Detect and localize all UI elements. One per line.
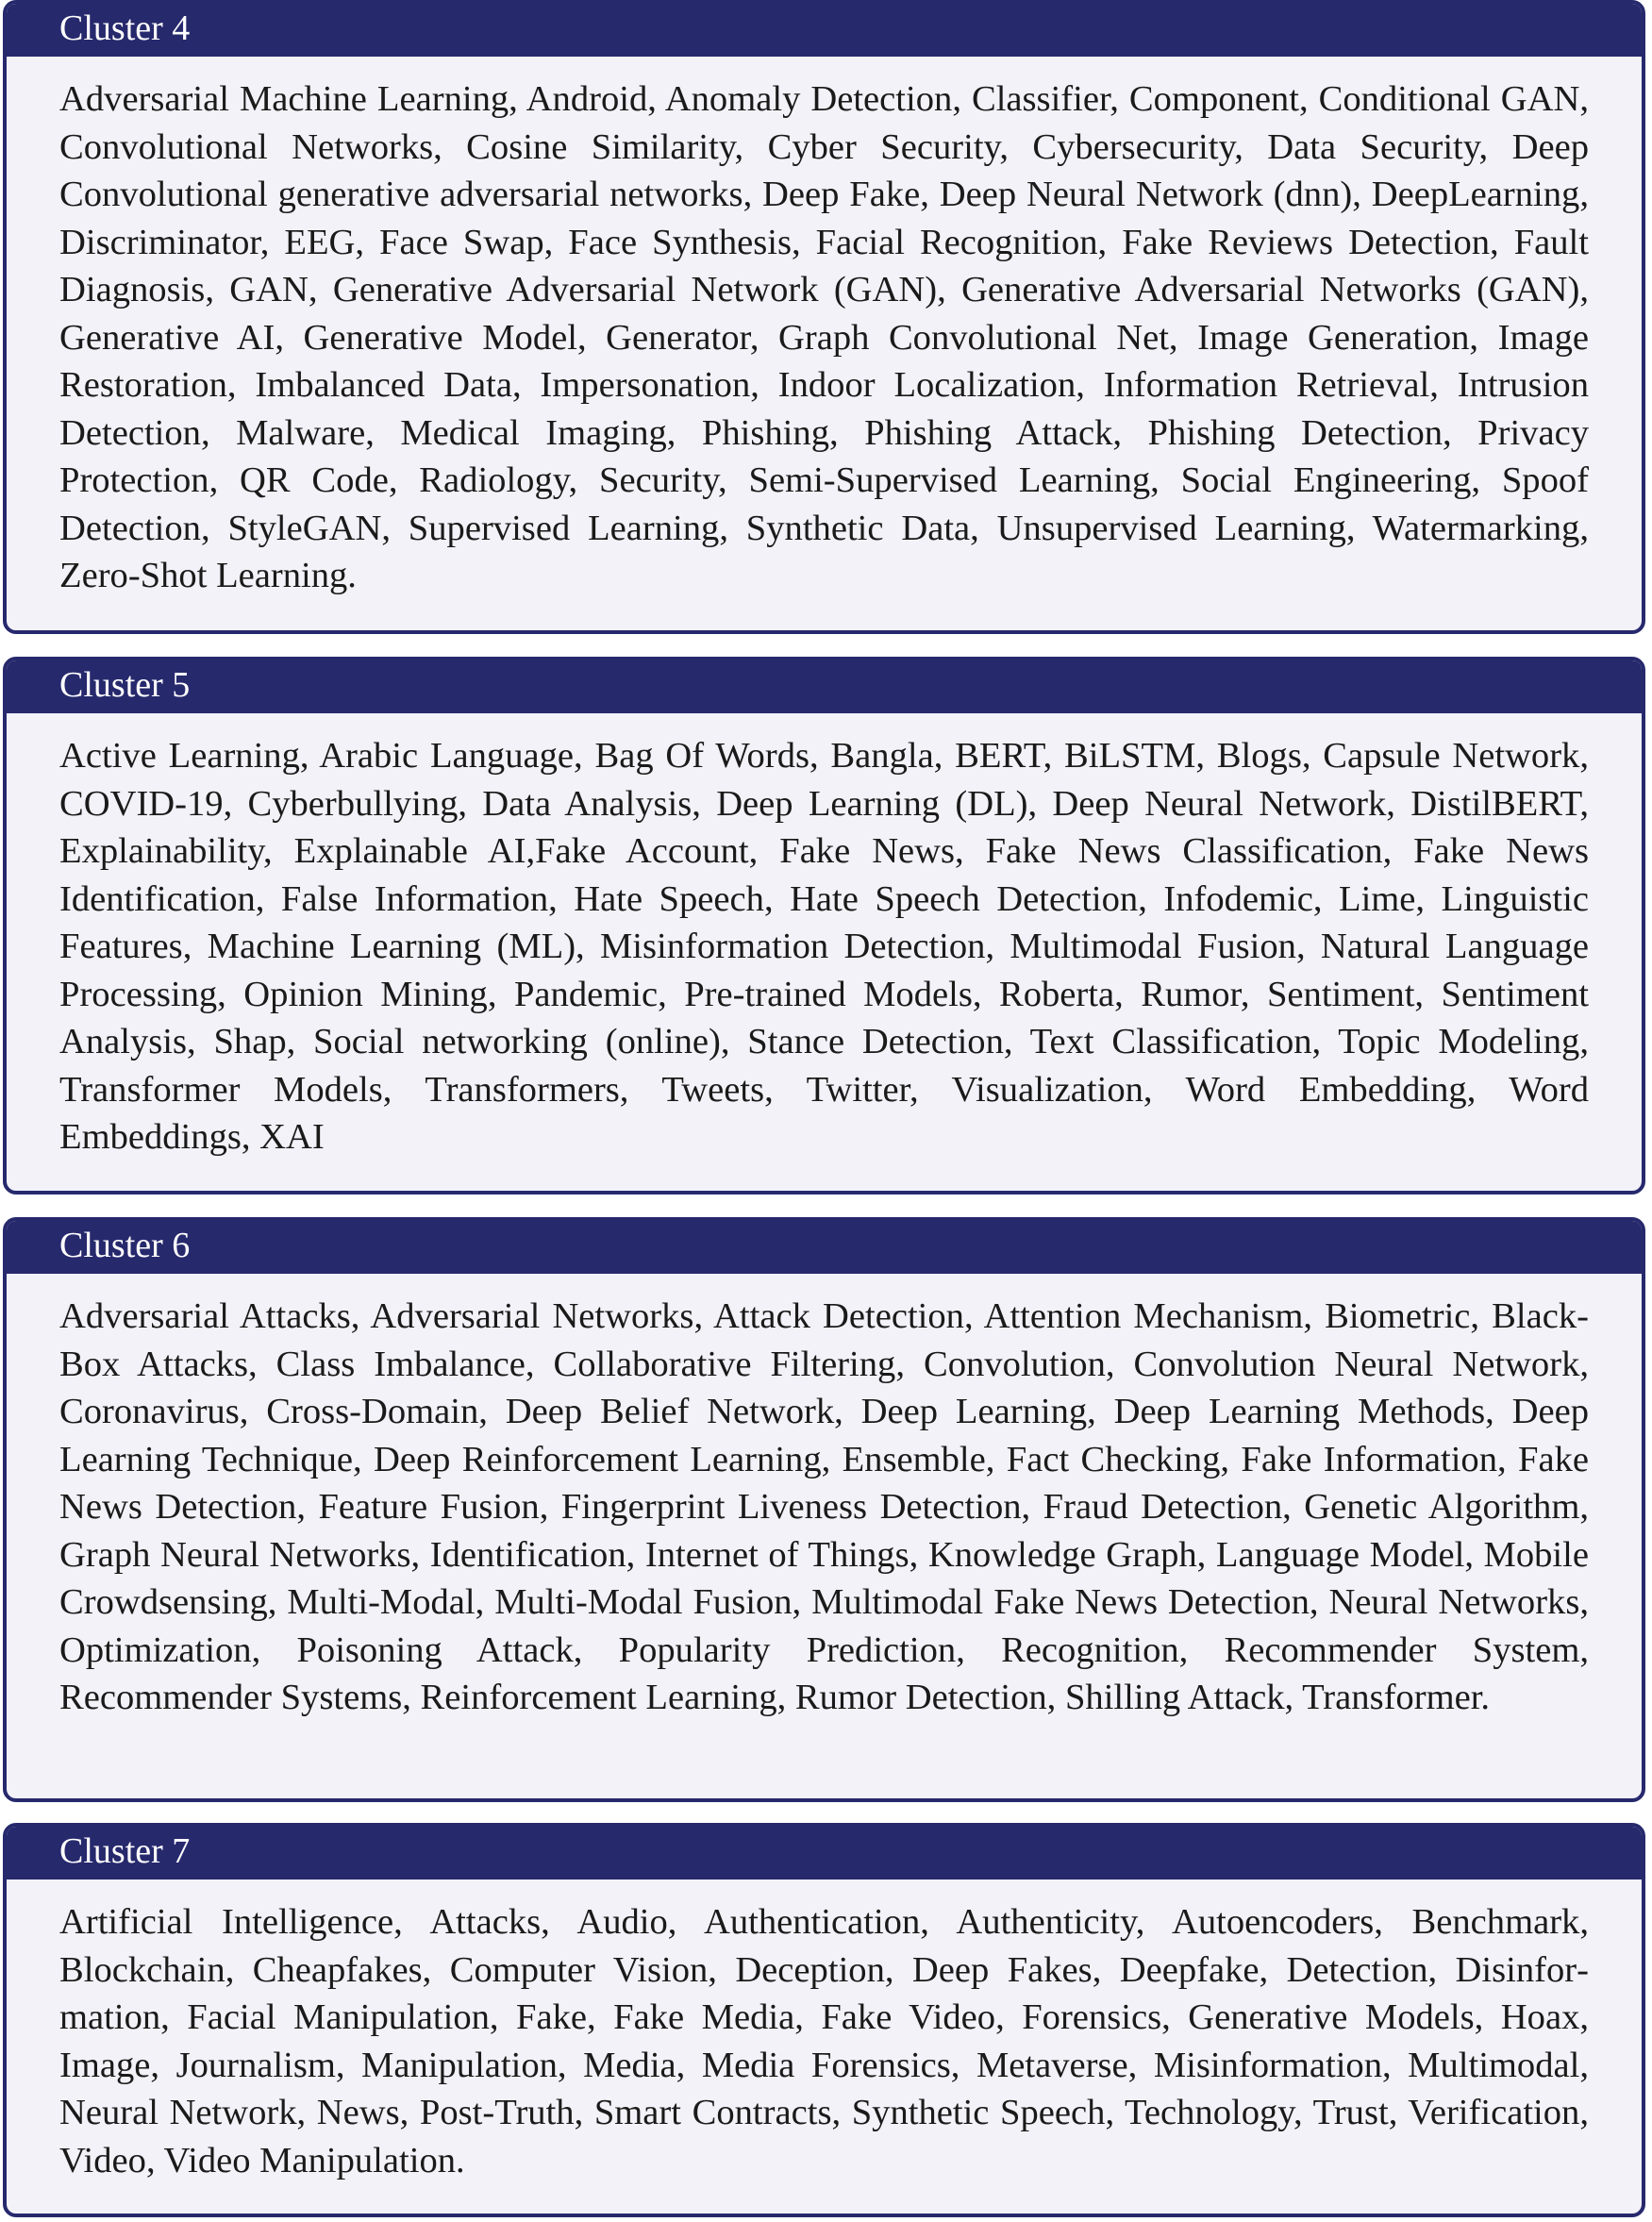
cluster-4-keywords: Adversarial Machine Learning, Android, Anomaly Detection, Classifier, Component, Conditional GAN, Convolutional Networks, Cosine Similarity, Cyber Security, Cybersecurity, Data Security, Deep Convolutional generative adversarial networks, Deep Fake, Deep Neural Network (dnn), DeepLearning, Discriminator, EEG, Face Swap, Face Synthesis, Facial Recognition, Fake Reviews Detection, Fault Diagnosis, GAN, Generative Adversarial Network (GAN), Generative Adversarial Networks (GAN), Generative AI, Generative Model, Generator, Graph Convolutional Net, Image Generation, Image Restoration, Imbalanced Data, Impersonation, Indoor Localization, Information Retrieval, Intrusion Detection, Malware, Medical Imaging, Phishing, Phishing Attack, Phishing Detection, Privacy Protection, QR Code, Radiology, Security, Semi-Supervised Learning, Social Engineering, Spoof Detection, StyleGAN, Supervised Learning, Synthetic Data, Unsupervised Learning, Watermarking, Zero-Shot Learning. (59, 79, 1589, 595)
cluster-4-box (3, 0, 1645, 634)
cluster-5-keywords: Active Learning, Arabic Language, Bag Of Words, Bangla, BERT, BiLSTM, Blogs, Capsule Network, COVID-19, Cyberbullying, Data Analysis, Deep Learning (DL), Deep Neural Network, DistilBERT, Explainability, Explainable AI,Fake Account, Fake News, Fake News Classification, Fake News Identification, False Information, Hate Speech, Hate Speech Detection, Infodemic, Lime, Linguistic Features, Machine Learning (ML), Misinformation Detection, Multimodal Fusion, Natural Language Processing, Opinion Mining, Pandemic, Pre-trained Models, Roberta, Rumor, Sentiment, Sentiment Analysis, Shap, Social networking (online), Stance Detection, Text Classification, Topic Modeling, Transformer Models, Transformers, Tweets, Twitter, Visualization, Word Embedding, Word Embeddings, XAI (59, 736, 1589, 1157)
cluster-7-box (3, 1823, 1645, 2217)
cluster-6-keywords: Adversarial Attacks, Adversarial Networks, Attack Detection, Attention Mechanism, Biometric, Black-Box Attacks, Class Imbalance, Collaborative Filtering, Convolution, Convolution Neural Network, Coronavirus, Cross-Domain, Deep Belief Network, Deep Learning, Deep Learning Methods, Deep Learning Technique, Deep Reinforcement Learning, Ensemble, Fact Checking, Fake Information, Fake News Detection, Feature Fusion, Fingerprint Liveness Detection, Fraud Detection, Genetic Algorithm, Graph Neural Networks, Identification, Internet of Things, Knowledge Graph, Language Model, Mobile Crowdsensing, Multi-Modal, Multi-Modal Fusion, Multimodal Fake News Detection, Neural Networks, Optimization, Poisoning Attack, Popularity Prediction, Recognition, Recommender System, Recommender Systems, Reinforcement Learning, Rumor Detection, Shilling Attack, Transformer. (59, 1296, 1589, 1717)
cluster-6-title: Cluster 6 (7, 1221, 1642, 1274)
cluster-5-title: Cluster 5 (7, 660, 1642, 713)
cluster-6-box (3, 1217, 1645, 1802)
cluster-7-keywords: Artificial Intelligence, Attacks, Audio, Authentication, Authenticity, Autoencoders, Benchmark, Blockchain, Cheapfakes, Computer Vision, Deception, Deep Fakes, Deepfake, Detection, Disinformation, Facial Manipulation, Fake, Fake Media, Fake Video, Forensics, Generative Models, Hoax, Image, Journalism, Manipulation, Media, Media Forensics, Metaverse, Misinformation, Multimodal, Neural Network, News, Post-Truth, Smart Contracts, Synthetic Speech, Technology, Trust, Verification, Video, Video Manipulation. (59, 1902, 1589, 2180)
cluster-4-title: Cluster 4 (7, 4, 1642, 57)
cluster-5-box (3, 657, 1645, 1195)
cluster-7-title: Cluster 7 (7, 1827, 1642, 1880)
